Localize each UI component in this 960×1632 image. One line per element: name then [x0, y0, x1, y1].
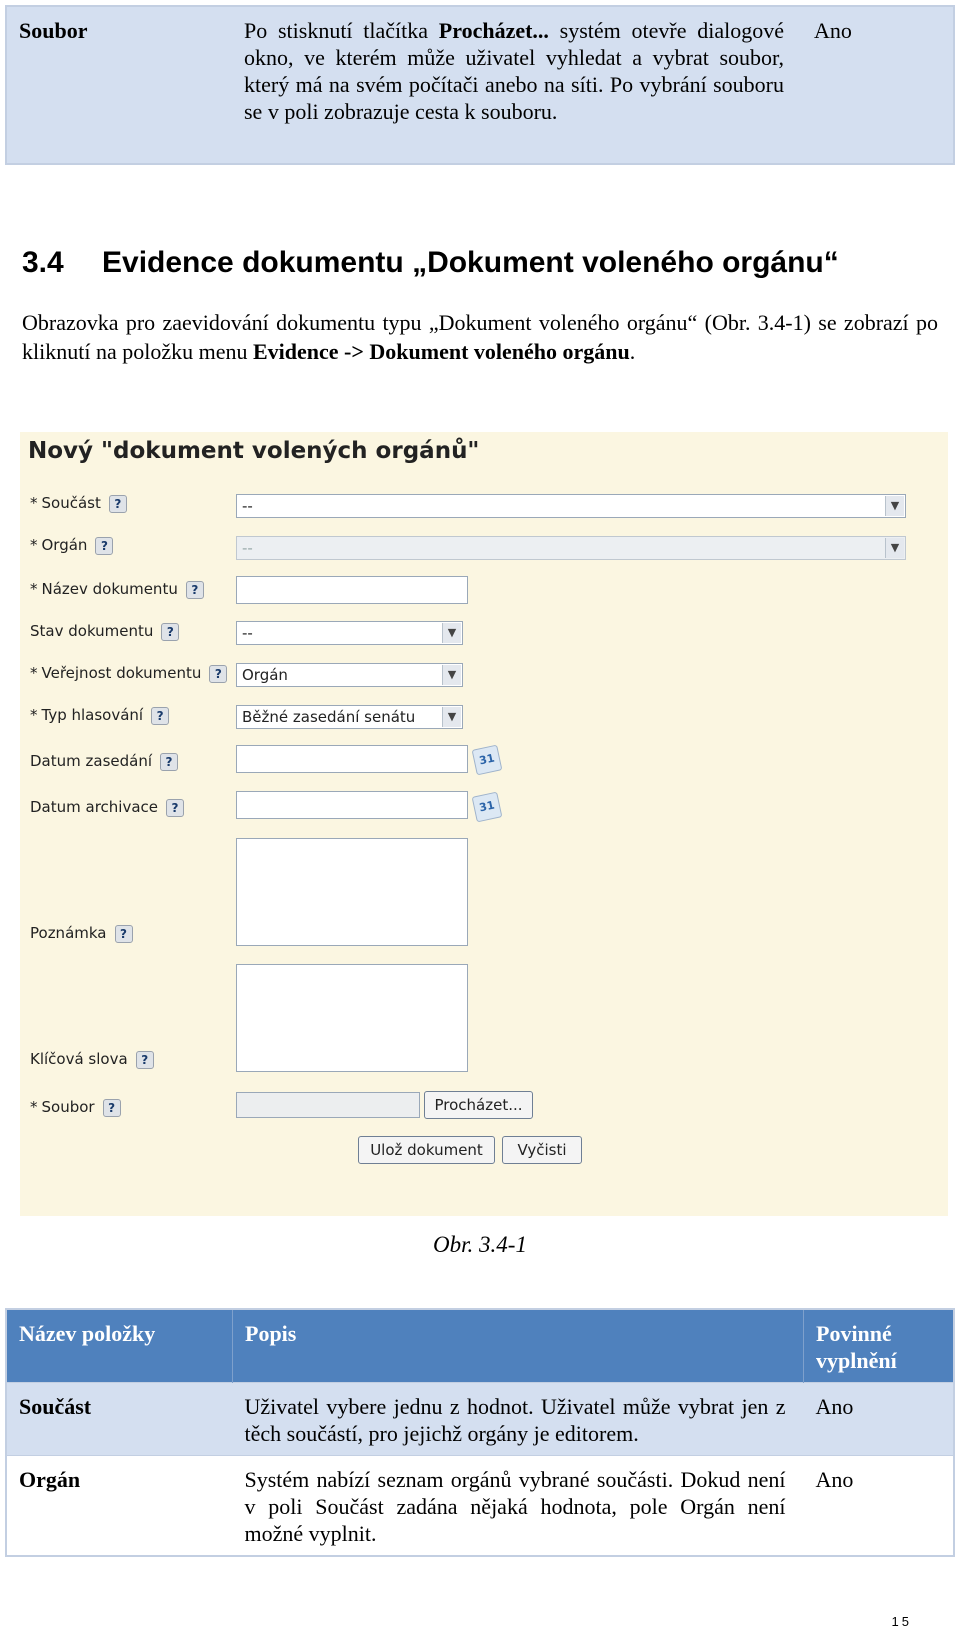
field-required: Ano	[802, 6, 954, 164]
field-required: Ano	[804, 1456, 955, 1557]
form-title: Nový "dokument volených orgánů"	[28, 438, 480, 464]
help-icon[interactable]: ?	[115, 925, 133, 943]
intro-paragraph: Obrazovka pro zaevidování dokumentu typu „Dokument voleného orgánu“ (Obr. 3.4-1) se zobrazí po kliknutí na položku menu Evidence -> Dokument voleného orgánu.	[22, 310, 938, 364]
field-description: Systém nabízí seznam orgánů vybrané součásti. Dokud není v poli Součást zadána nějaká hodnota, pole Orgán není možné vyplnit.	[233, 1456, 804, 1557]
verejnost-select[interactable]: Orgán ▼	[236, 663, 463, 687]
help-icon[interactable]: ?	[209, 665, 227, 683]
label-datum-zasedani: Datum zasedání ?	[30, 752, 178, 771]
page-number: 15	[891, 1614, 912, 1629]
label-poznamka: Poznámka ?	[30, 924, 133, 943]
calendar-icon[interactable]: 31	[472, 792, 503, 823]
save-document-button[interactable]: Ulož dokument	[358, 1136, 495, 1164]
datum-archivace-input[interactable]	[236, 791, 468, 819]
field-name: Soubor	[6, 6, 232, 164]
field-table	[5, 1308, 955, 1557]
clear-button[interactable]: Vyčisti	[502, 1136, 582, 1164]
header-required: Povinné vyplnění	[804, 1309, 955, 1383]
help-icon[interactable]: ?	[161, 623, 179, 641]
field-name: Součást	[6, 1383, 233, 1456]
soubor-path-input	[236, 1092, 420, 1118]
soucast-select[interactable]: -- ▼	[236, 494, 906, 518]
chevron-down-icon: ▼	[442, 623, 461, 643]
klicova-slova-textarea[interactable]	[236, 964, 468, 1072]
figure-caption: Obr. 3.4-1	[433, 1232, 527, 1257]
section-heading	[22, 246, 839, 280]
label-datum-archivace: Datum archivace ?	[30, 798, 184, 817]
label-soucast: * Součást ?	[30, 494, 127, 513]
field-description: Po stisknutí tlačítka Procházet... systém otevře dialogové okno, ve kterém může uživatel vyhledat a vybrat soubor, který má na svém počítači anebo na síti. Po vybrání souboru se v poli zobrazuje cesta k souboru.	[232, 6, 802, 164]
browse-button[interactable]: Procházet...	[424, 1091, 533, 1119]
section-title: Evidence dokumentu „Dokument voleného orgánu“	[102, 246, 839, 279]
table-row	[6, 1456, 954, 1557]
table-row	[6, 1383, 954, 1456]
field-required: Ano	[804, 1383, 955, 1456]
form-screenshot	[20, 432, 948, 1216]
datum-zasedani-input[interactable]	[236, 745, 468, 773]
calendar-icon[interactable]: 31	[472, 745, 503, 776]
help-icon[interactable]: ?	[151, 707, 169, 725]
help-icon[interactable]: ?	[160, 753, 178, 771]
section-number: 3.4	[22, 246, 64, 279]
stav-select[interactable]: -- ▼	[236, 621, 463, 645]
help-icon[interactable]: ?	[186, 581, 204, 599]
typ-select[interactable]: Běžné zasedání senátu ▼	[236, 705, 463, 729]
label-organ: * Orgán ?	[30, 536, 113, 555]
table-header-row	[6, 1309, 954, 1383]
table-row	[6, 6, 954, 164]
field-name: Orgán	[6, 1456, 233, 1557]
chevron-down-icon: ▼	[885, 538, 904, 558]
field-table-continuation	[5, 5, 955, 165]
help-icon[interactable]: ?	[109, 495, 127, 513]
chevron-down-icon: ▼	[442, 665, 461, 685]
label-klicova-slova: Klíčová slova ?	[30, 1050, 154, 1069]
label-stav: Stav dokumentu ?	[30, 622, 179, 641]
chevron-down-icon: ▼	[885, 496, 904, 516]
label-nazev: * Název dokumentu ?	[30, 580, 204, 599]
label-soubor: * Soubor ?	[30, 1098, 121, 1117]
header-name: Název položky	[6, 1309, 233, 1383]
help-icon[interactable]: ?	[95, 537, 113, 555]
poznamka-textarea[interactable]	[236, 838, 468, 946]
label-verejnost: * Veřejnost dokumentu ?	[30, 664, 227, 683]
help-icon[interactable]: ?	[103, 1099, 121, 1117]
help-icon[interactable]: ?	[136, 1051, 154, 1069]
header-desc: Popis	[233, 1309, 804, 1383]
organ-select: -- ▼	[236, 536, 906, 560]
chevron-down-icon: ▼	[442, 707, 461, 727]
nazev-input[interactable]	[236, 576, 468, 604]
label-typ: * Typ hlasování ?	[30, 706, 169, 725]
help-icon[interactable]: ?	[166, 799, 184, 817]
field-description: Uživatel vybere jednu z hodnot. Uživatel může vybrat jen z těch součástí, pro jejichž orgány je editorem.	[233, 1383, 804, 1456]
